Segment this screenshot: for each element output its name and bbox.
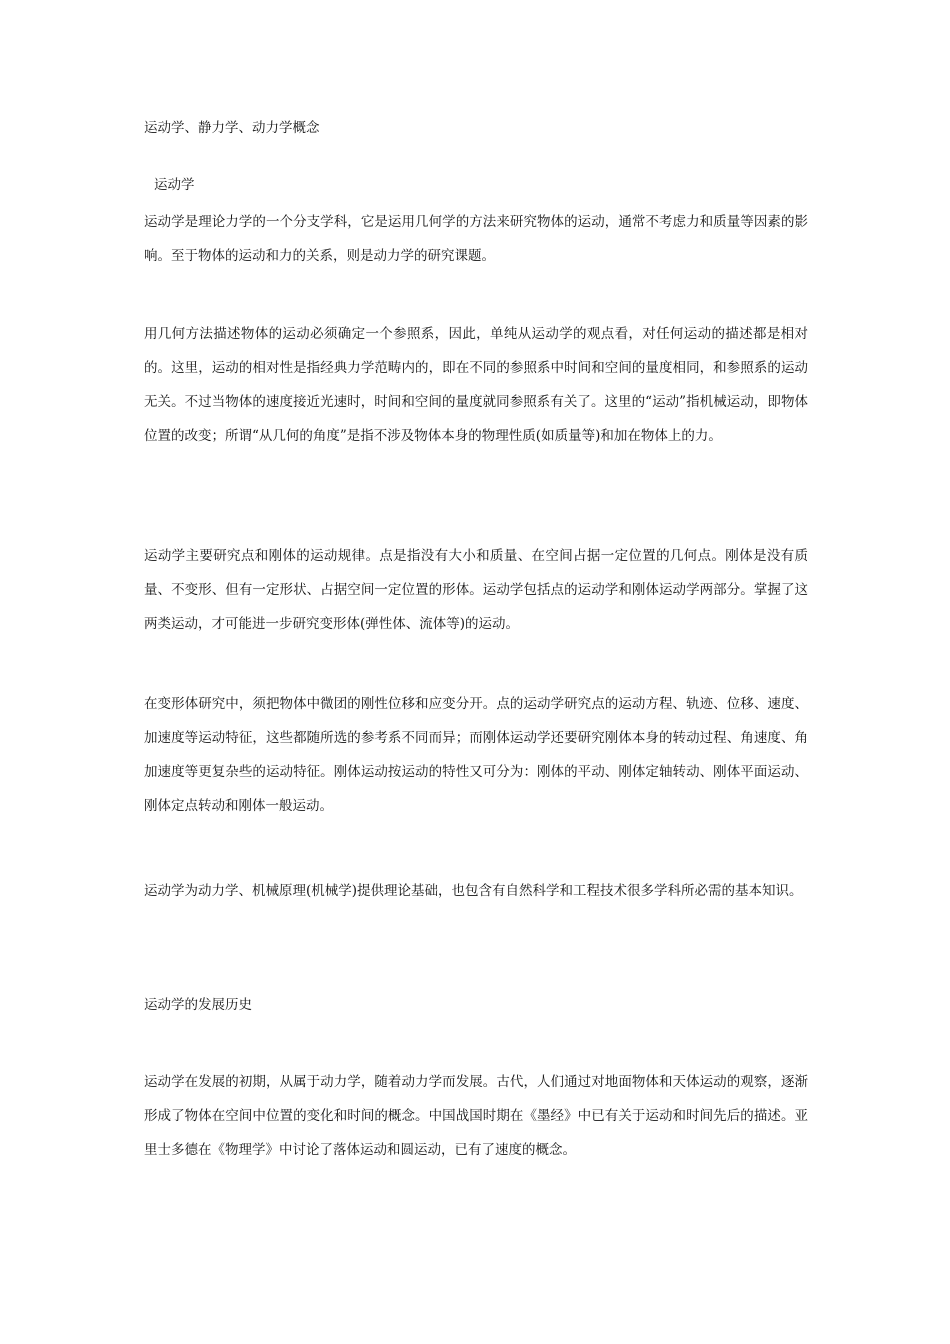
- document-title: 运动学、静力学、动力学概念: [144, 120, 320, 136]
- paragraph: 运动学为动力学、机械原理(机械学)提供理论基础，也包含有自然科学和工程技术很多学科所必需的基本知识。: [144, 883, 803, 899]
- paragraph: 在变形体研究中，须把物体中微团的刚性位移和应变分开。点的运动学研究点的运动方程、轨迹、位移、速度、加速度等运动特征，这些都随所选的参考系不同而异；而刚体运动学还要研究刚体本身的转动过程、角速度、角加速度等更复杂些的运动特征。刚体运动按运动的特性又可分为：刚体的平动、刚体定轴转动、刚体平面运动、刚体定点转动和刚体一般运动。: [144, 696, 808, 814]
- section-heading-kinematics: 运动学: [154, 177, 195, 193]
- section-heading-history: 运动学的发展历史: [144, 997, 252, 1013]
- paragraph: 运动学在发展的初期，从属于动力学，随着动力学而发展。古代，人们通过对地面物体和天体运动的观察，逐渐形成了物体在空间中位置的变化和时间的概念。中国战国时期在《墨经》中已有关于运动和时间先后的描述。亚里士多德在《物理学》中讨论了落体运动和圆运动，已有了速度的概念。: [144, 1074, 808, 1158]
- paragraph: 用几何方法描述物体的运动必须确定一个参照系，因此，单纯从运动学的观点看，对任何运动的描述都是相对的。这里，运动的相对性是指经典力学范畴内的，即在不同的参照系中时间和空间的量度相同，和参照系的运动无关。不过当物体的速度接近光速时，时间和空间的量度就同参照系有关了。这里的“运动”指机械运动，即物体位置的改变；所谓“从几何的角度”是指不涉及物体本身的物理性质(如质量等)和加在物体上的力。: [144, 326, 808, 444]
- paragraph: 运动学主要研究点和刚体的运动规律。点是指没有大小和质量、在空间占据一定位置的几何点。刚体是没有质量、不变形、但有一定形状、占据空间一定位置的形体。运动学包括点的运动学和刚体运动学两部分。掌握了这两类运动，才可能进一步研究变形体(弹性体、流体等)的运动。: [144, 548, 808, 632]
- paragraph: 运动学是理论力学的一个分支学科，它是运用几何学的方法来研究物体的运动，通常不考虑力和质量等因素的影响。至于物体的运动和力的关系，则是动力学的研究课题。: [144, 214, 808, 264]
